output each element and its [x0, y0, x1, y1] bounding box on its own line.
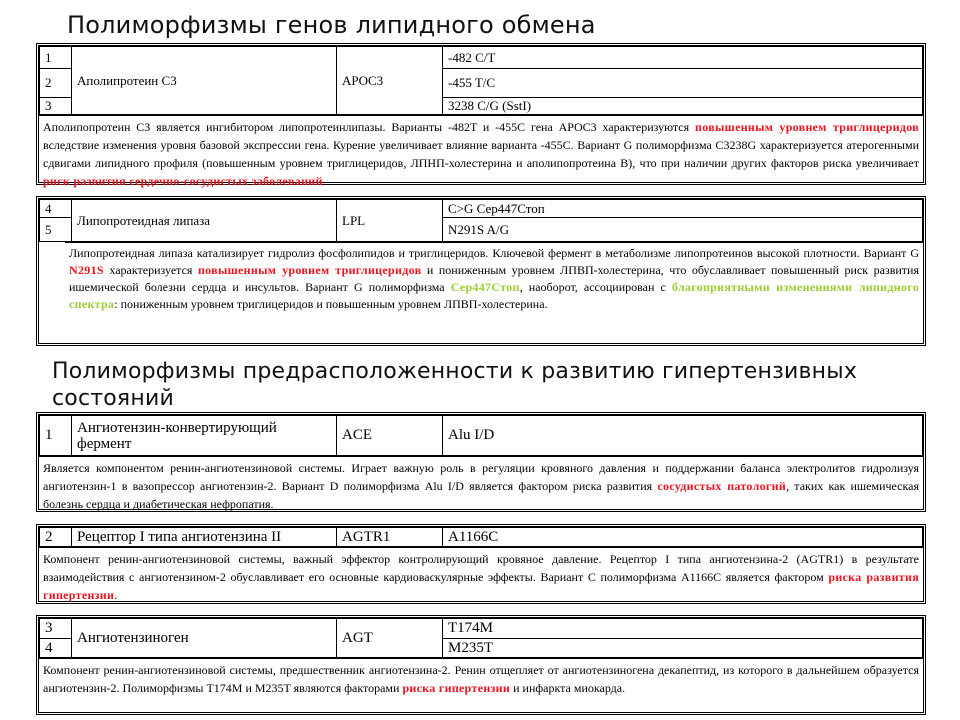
gene-block-lpl — [36, 196, 926, 346]
gene-description — [39, 658, 923, 699]
desc-text: , наоборот, ассоциирован с — [519, 280, 672, 294]
gene-description — [39, 456, 923, 515]
highlight-red: N291S — [69, 263, 104, 277]
desc-text: . — [114, 588, 118, 602]
variant: Alu I/D — [443, 416, 923, 456]
section-title-hypertension — [52, 358, 857, 412]
gene-symbol: APOC3 — [337, 47, 443, 115]
desc-text: . — [322, 174, 326, 188]
variant: M235T — [443, 639, 923, 658]
variant: A1166C — [443, 528, 923, 547]
gene-name: Ангиотензиноген — [72, 619, 337, 658]
highlight-red: риска развития гипертензии — [43, 570, 919, 602]
section-title-line: состояний — [52, 386, 174, 411]
variant: N291S A/G — [443, 218, 923, 242]
gene-name: Ангиотензин-конвертирующий фермент — [72, 416, 337, 456]
desc-text: и пониженным уровнем ЛПВП-холестерина, что обуславливает повышенный риск развития ишемической болезни сердца и инсультов. Вариант G полиморфизма — [69, 263, 919, 294]
gene-description — [39, 115, 923, 192]
row-number: 5 — [40, 218, 72, 242]
gene-block-agtr1 — [36, 524, 926, 604]
desc-text: Аполипопротеин С3 является ингибитором липопротеинлипазы. Варианты -482T и -455C гена APOC3 характеризуются — [43, 120, 695, 134]
gene-block-agt — [36, 615, 926, 715]
gene-description — [39, 547, 923, 606]
desc-text: Компонент ренин-ангиотензиновой системы, важный эффектор контролирующий кровяное давление. Рецептор I типа ангиотензина-2 (AGTR1) в результате взаимодействия с ангиотензином-2 обуславливает его основные кардиоваскулярные эффекты. Вариант С полиморфизма A1166C является фактором — [43, 552, 919, 584]
highlight-green: Сер447Стоп — [450, 280, 520, 294]
gene-name: Липопротеидная липаза — [72, 200, 337, 242]
row-number: 1 — [40, 416, 72, 456]
row-number: 3 — [40, 619, 72, 639]
gene-symbol: LPL — [337, 200, 443, 242]
highlight-red: сосудистых патологий — [657, 479, 787, 493]
desc-text: Липопротеидная липаза катализирует гидролиз фосфолипидов и триглицеридов. Ключевой фермент в метаболизме липопротеинов высокой плотности. Вариант G — [69, 246, 919, 260]
row-number: 4 — [40, 200, 72, 218]
highlight-red: повышенным уровнем триглицеридов — [694, 120, 919, 134]
desc-text: , таких как ишемическая болезнь сердца и диабетическая нефропатия. — [43, 479, 919, 511]
highlight-red: повышенным уровнем триглицеридов — [197, 263, 422, 277]
desc-text: вследствие изменения уровня базовой экспрессии гена. Курение увеличивает влияние варианта -455C. Вариант G полиморфизма C3238G характеризуется атерогенными сдвигами липидного профиля (повышенным уровнем триглицеридов, ЛПНП-холестерина и аполипопротеина В), что при наличии других факторов риска увеличивает — [43, 138, 919, 170]
variant: -482 C/T — [443, 47, 923, 69]
gene-name: Рецептор I типа ангиотензина II — [72, 528, 337, 547]
highlight-red: риска гипертензии — [402, 681, 511, 695]
row-number: 2 — [40, 69, 72, 98]
desc-text: Является компонентом ренин-ангиотензиновой системы. Играет важную роль в регуляции кровяного давления и поддержании баланса электролитов гидролизуя ангиотензин-1 в вазопрессор ангиотензин-2. Вариант D полиморфизма Alu I/D является фактором риска развития — [43, 461, 919, 493]
row-number: 4 — [40, 639, 72, 658]
gene-name: Аполипротеин С3 — [72, 47, 337, 115]
variant: 3238 C/G (SstI) — [443, 98, 923, 115]
section-title-lipid: Полиморфизмы генов липидного обмена — [67, 11, 596, 39]
desc-text: Компонент ренин-ангиотензиновой системы, предшественник ангиотензина-2. Ренин отщепляет от ангиотензиногена декапептид, из которого в дальнейшем образуется ангиотензин-2. Полиморфизмы T174M и M235T являются факторами — [43, 663, 919, 695]
desc-text: характеризуется — [103, 263, 198, 277]
variant: -455 T/C — [443, 69, 923, 98]
gene-symbol: ACE — [337, 416, 443, 456]
desc-text: : пониженным уровнем триглицеридов и повышенным уровнем ЛПВП-холестерина. — [114, 297, 548, 311]
row-number: 1 — [40, 47, 72, 69]
row-number: 3 — [40, 98, 72, 115]
desc-text: и инфаркта миокарда. — [510, 681, 626, 695]
row-number: 2 — [40, 528, 72, 547]
variant: C>G Сер447Стоп — [443, 200, 923, 218]
gene-block-ace — [36, 412, 926, 512]
highlight-green: благоприятными изменениями липидного спектра — [69, 280, 919, 311]
section-title-line: Полиморфизмы предрасположенности к развитию гипертензивных — [52, 359, 858, 384]
gene-symbol: AGTR1 — [337, 528, 443, 547]
highlight-red: риск развития сердечно-сосудистых заболеваний — [43, 174, 323, 188]
gene-symbol: AGT — [337, 619, 443, 658]
variant: T174M — [443, 619, 923, 639]
gene-description — [65, 242, 923, 315]
gene-block-apoc3 — [36, 43, 926, 188]
